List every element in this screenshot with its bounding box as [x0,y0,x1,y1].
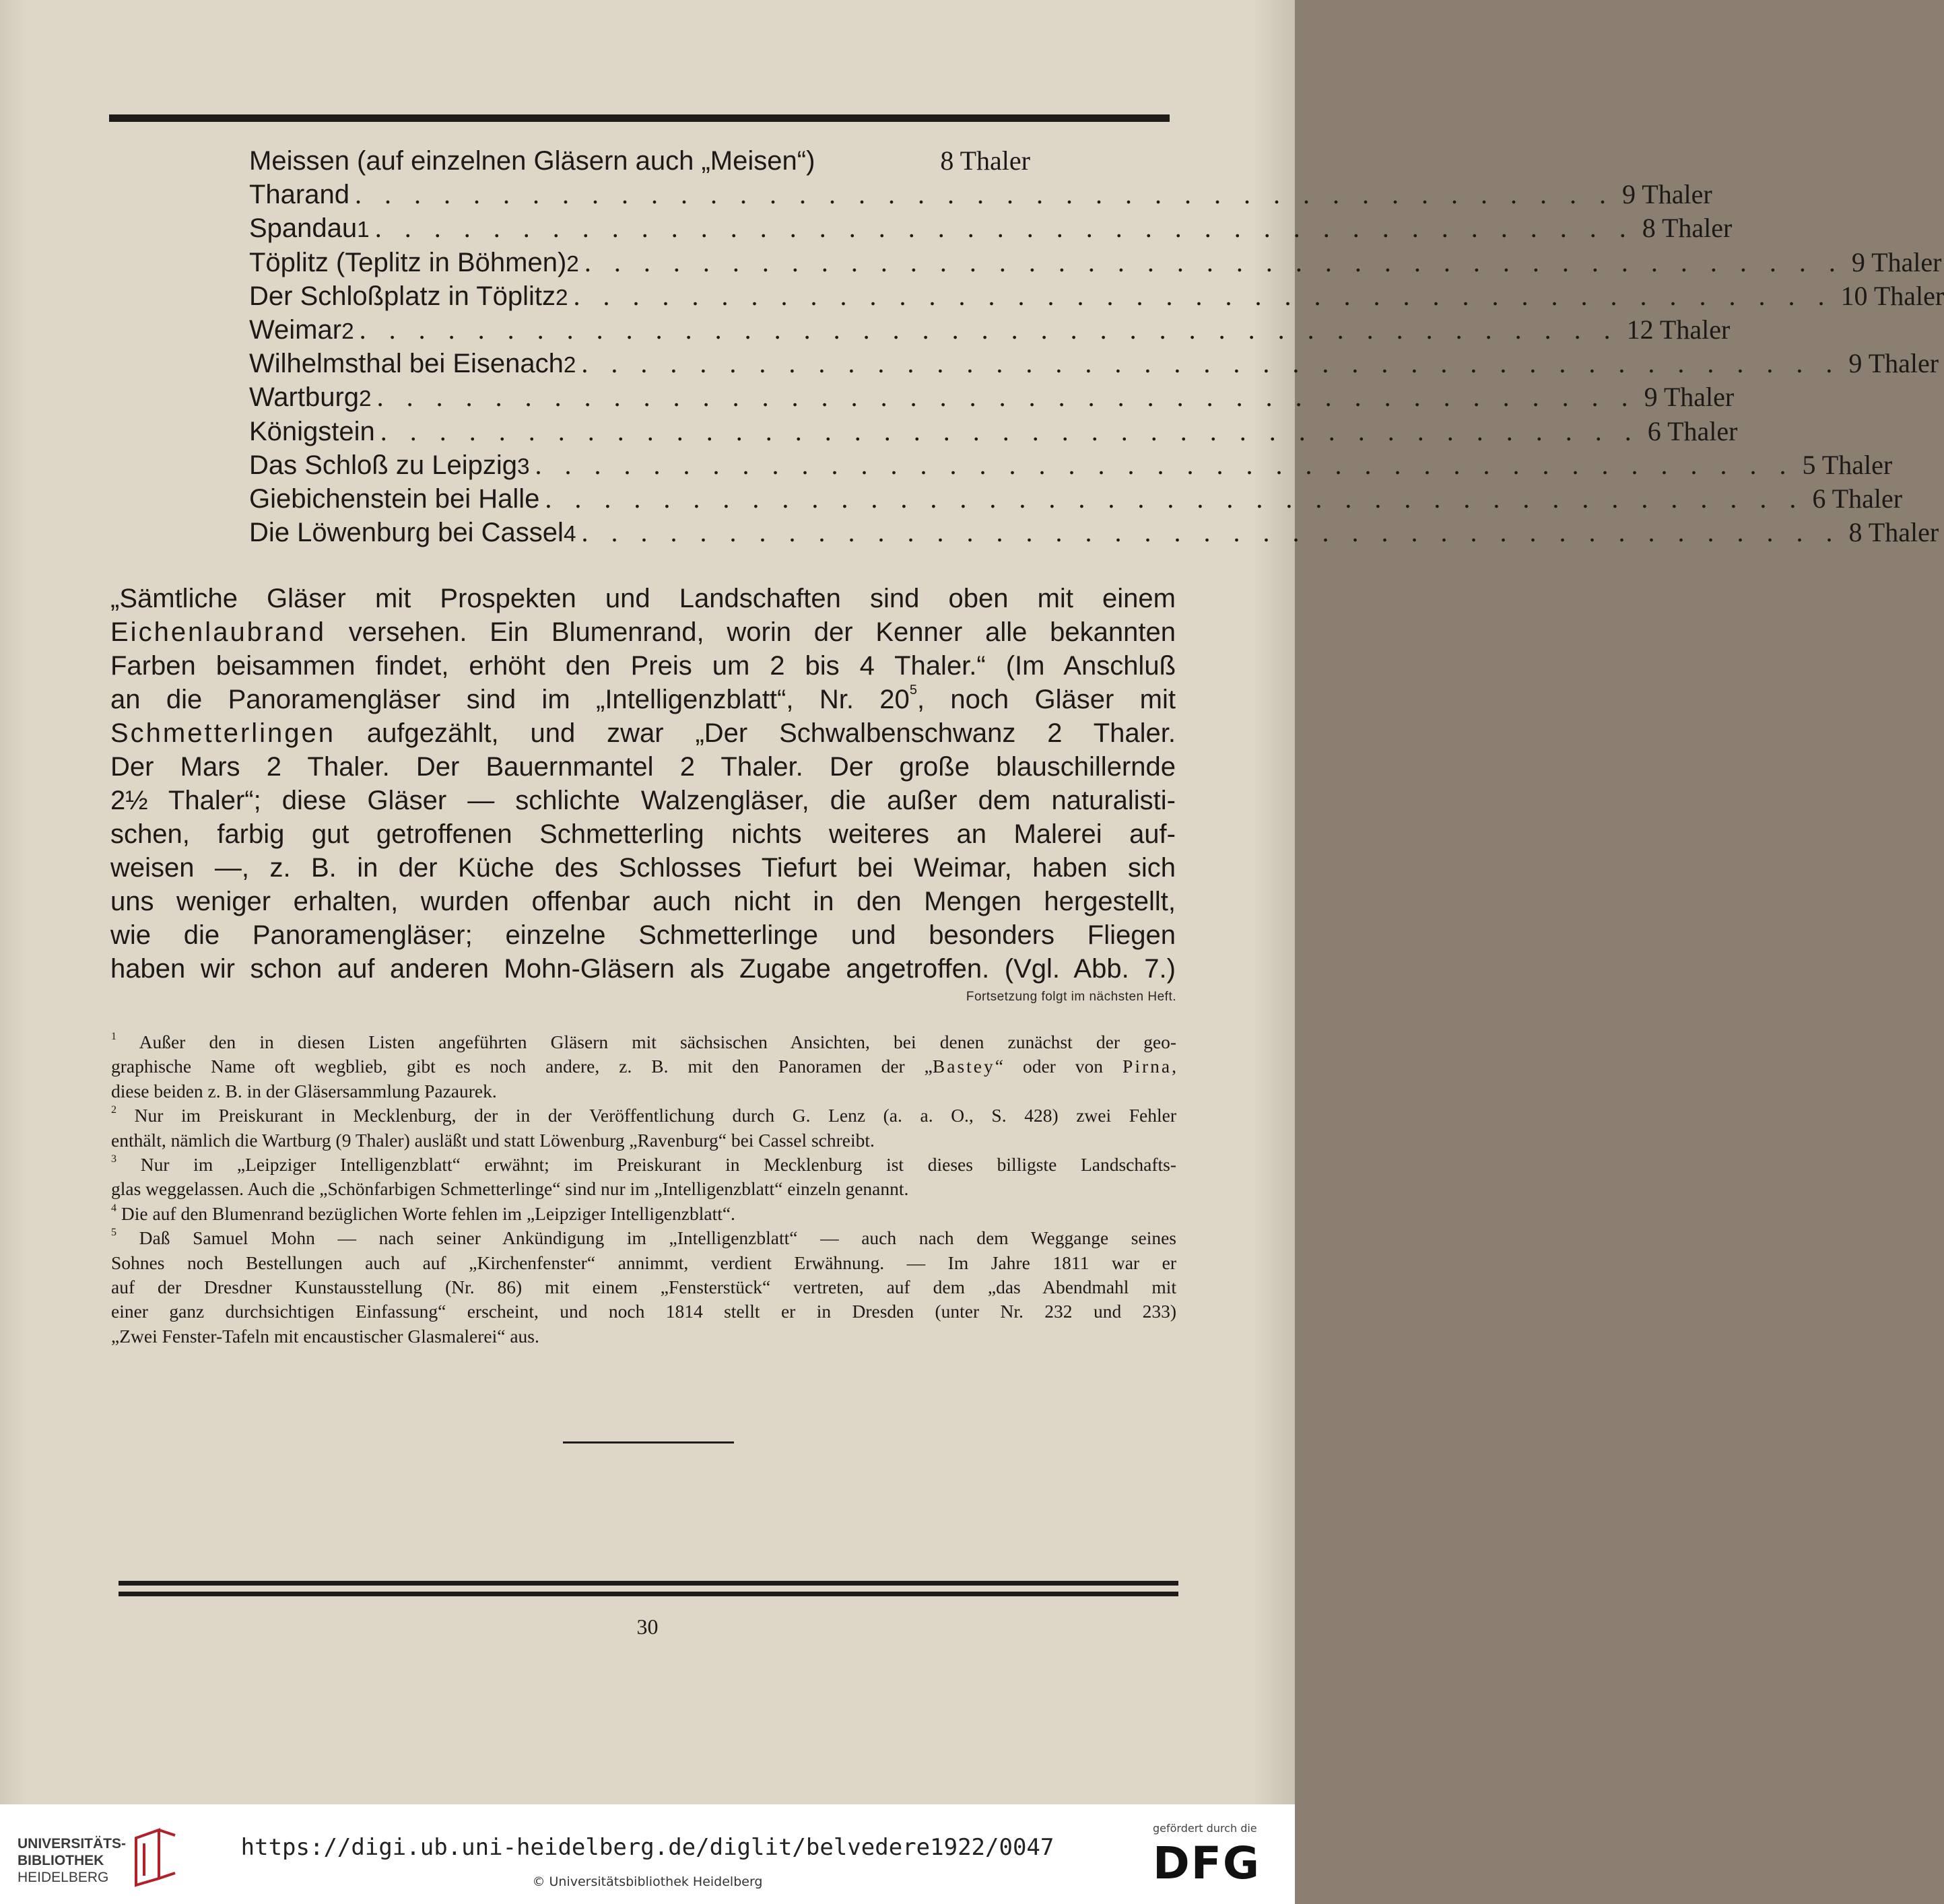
library-name-line: HEIDELBERG [18,1870,109,1885]
dot-leader: . . . . . . . . . . . . . . . . . . . . . . . . . . . . . . . . . . . . . . . . . . . [584,246,1844,277]
place-name: Töplitz (Teplitz in Böhmen) [249,247,567,277]
price-value: 8 Thaler [940,145,1030,176]
place-name: Giebichenstein bei Halle [249,483,540,514]
price-value: 6 Thaler [1647,415,1738,446]
footnote-line [111,1030,1176,1054]
place-name: Meissen (auf einzelnen Gläsern auch „Meisen“) [249,146,815,176]
text-line: 2½ Thaler“; diese Gläser — schlichte Walzengläser, die außer dem naturalisti- [110,786,1176,815]
place-name: Königstein [249,416,375,446]
price-list-row [249,144,1030,178]
place-name: Spandau [249,213,358,244]
text-fragment: an die Panoramengläser sind im „Intelligenzblatt“, Nr. 20 [110,685,910,714]
text-fragment: Nur im „Leipziger Intelligenzblatt“ erwähnt; im Preiskurant in Mecklenburg ist dieses billigste Landschafts- [116,1154,1176,1176]
spaced-word: Eichenlaubrand [110,617,326,647]
price-value: 9 Thaler [1621,179,1712,210]
price-list-row [249,279,1944,313]
footnote-line [111,1153,1176,1177]
price-value: 12 Thaler [1626,314,1731,345]
text-fragment: Nur im Preiskurant in Mecklenburg, der in der Veröffentlichung durch G. Lenz (a. a. O., S. 428) zwei Fehler [116,1105,1176,1126]
footnote-marker: 2 [566,251,579,277]
footnote-line [111,1202,1176,1226]
spaced-word: Pirna [1122,1056,1172,1077]
price-list-row [249,211,1733,245]
place-name: Weimar [249,314,342,345]
footnote-line [111,1103,1176,1128]
text-fragment: graphische Name oft wegblieb, gibt es noch andere, z. B. mit den Panoramen der „ [111,1056,933,1077]
text-line: schen, farbig gut getroffenen Schmetterling nichts weiteres an Malerei auf- [110,819,1176,849]
dot-leader: . . . . . . . . . . . . . . . . . . . . . . . . . . . . . . . . . . . . . . . . . . . [535,449,1795,480]
footnote-number: 5 [111,1227,116,1239]
dot-leader: . . . . . . . . . . . . . . . . . . . . . . . . . . . . . . . . . . . . . . . . . . . [545,483,1805,514]
footnote-marker: 2 [563,353,576,378]
price-list-row [249,482,1903,516]
footnote-number: 1 [111,1031,116,1042]
dot-leader: . . . . . . . . . . . . . . . . . . . . . . . . . . . . . . . . . . . . . . . . . . . [581,348,1841,379]
permalink-url[interactable]: https://digi.ub.uni-heidelberg.de/diglit/belvedere1922/0047 [240,1834,1054,1861]
footnote-line: Sohnes noch Bestellungen auch auf „Kirchenfenster“ annimmt, verdient Erwähnung. — Im Jahre 1811 war er [111,1252,1176,1273]
price-list-row [249,415,1738,448]
price-list-row [249,516,1939,549]
library-name-line: BIBLIOTHEK [18,1853,104,1868]
place-name: Tharand [249,180,349,210]
text-line: Farben beisammen findet, erhöht den Preis um 2 bis 4 Thaler.“ (Im Anschluß [110,651,1176,681]
funding-note: gefördert durch die [1153,1822,1257,1835]
footnote-marker: 3 [516,454,530,479]
top-rule [109,114,1170,122]
copyright-notice: © Universitätsbibliothek Heidelberg [532,1874,763,1889]
text-fragment: versehen. Ein Blumenrand, worin der Kenner alle bekannten [326,617,1176,647]
footnote-marker: 2 [556,285,568,310]
body-paragraph [110,582,1176,986]
text-fragment: , noch Gläser mit [916,685,1176,714]
spaced-word: Bastey [932,1056,995,1077]
footnote-line: einer ganz durchsichtigen Einfassung“ erscheint, und noch 1814 stellt er in Dresden (unter Nr. 232 und 233) [111,1301,1176,1322]
spaced-word: Schmetterlingen [110,718,336,748]
text-line: haben wir schon auf anderen Mohn-Gläsern als Zugabe angetroffen. (Vgl. Abb. 7.) [110,954,1176,984]
dot-leader: . . . . . . . . . . . . . . . . . . . . . . . . . . . . . . . . . . . . . . . . . . . [380,415,1640,446]
place-name: Wartburg [249,382,360,413]
price-list-row [249,313,1731,347]
price-value: 9 Thaler [1644,382,1735,413]
price-value: 9 Thaler [1851,246,1942,277]
price-value: 8 Thaler [1848,517,1939,548]
price-value: 8 Thaler [1642,213,1733,244]
price-value: 10 Thaler [1840,280,1944,311]
section-divider [563,1441,734,1443]
price-value: 6 Thaler [1812,483,1903,514]
footnote-number: 4 [111,1202,116,1214]
text-line: wie die Panoramengläser; einzelne Schmetterlinge und besonders Fliegen [110,920,1176,950]
footnotes [111,1030,1176,1349]
price-value: 9 Thaler [1848,348,1939,379]
footnote-number: 3 [111,1153,116,1165]
text-line [110,716,1176,750]
dot-leader: . . . . . . . . . . . . . . . . . . . . . . . . . . . . . . . . . . . . . . . . . . . [581,517,1841,548]
place-name: Der Schloßplatz in Töplitz [249,281,556,311]
text-fragment: Außer den in diesen Listen angeführten Gläsern mit sächsischen Ansichten, bei denen zunächst der geo- [116,1031,1176,1052]
footnote-marker: 1 [357,217,370,243]
text-fragment: aufgezählt, und zwar „Der Schwalbenschwanz 2 Thaler. [335,718,1176,748]
place-name: Die Löwenburg bei Cassel [249,518,564,548]
price-list-row [249,448,1893,482]
text-fragment: “ oder von [995,1056,1123,1077]
footnote-line: glas weggelassen. Auch die „Schönfarbigen Schmetterlinge“ sind nur im „Intelligenzblatt“ einzeln genannt. [111,1178,909,1200]
footnote-marker: 4 [563,522,576,547]
text-line [110,683,1176,716]
place-name: Das Schloß zu Leipzig [249,450,517,480]
footnote-line [111,1226,1176,1250]
dot-leader: . . . . . . . . . . . . . . . . . . . . . . . . . . . . . . . . . . . . . . . . . . . [376,382,1636,413]
price-value: 5 Thaler [1802,449,1893,480]
footnote-line: auf der Dresdner Kunstausstellung (Nr. 86) mit einem „Fensterstück“ vertreten, auf dem „das Abendmahl mit [111,1277,1176,1298]
footnote-marker: 2 [341,318,354,344]
footnote-line: „Zwei Fenster-Tafeln mit encaustischer Glasmalerei“ aus. [111,1325,539,1347]
footnote-line: enthält, nämlich die Wartburg (9 Thaler) ausläßt und statt Löwenburg „Ravenburg“ bei Cassel schreibt. [111,1129,875,1151]
dot-leader: . . . . . . . . . . . . . . . . . . . . . . . . . . . . . . . . . . . . . . . . . . . [573,280,1833,311]
text-line: uns weniger erhalten, wurden offenbar auch nicht in den Mengen hergestellt, [110,887,1176,916]
continuation-note: Fortsetzung folgt im nächsten Heft. [966,990,1176,1004]
price-list-row [249,178,1712,211]
footnote-marker: 5 [909,683,917,698]
text-line [110,615,1176,649]
dot-leader: . . . . . . . . . . . . . . . . . . . . . . . . . . . . . . . . . . . . . . . . . . . [354,179,1614,210]
text-fragment: Die auf den Blumenrand bezüglichen Worte fehlen im „Leipziger Intelligenzblatt“. [116,1202,735,1224]
price-list-row [249,380,1735,414]
footnote-number: 2 [111,1104,116,1116]
library-name-line: UNIVERSITÄTS- [18,1836,127,1851]
price-list-row [249,246,1942,279]
footnote-line [111,1054,1176,1079]
text-line: Der Mars 2 Thaler. Der Bauernmantel 2 Thaler. Der große blauschillernde [110,752,1176,782]
page-number: 30 [636,1614,659,1639]
dot-leader: . . . . . . . . . . . . . . . . . . . . . . . . . . . . . . . . . . . . . . . . . . . [374,213,1634,244]
text-fragment: , [1172,1056,1176,1077]
text-fragment: Daß Samuel Mohn — nach seiner Ankündigung im „Intelligenzblatt“ — auch nach dem Weggange seines [116,1227,1176,1249]
bottom-rule [119,1592,1178,1596]
dot-leader: . . . . . . . . . . . . . . . . . . . . . . . . . . . . . . . . . . . . . . . . . . . [359,314,1619,345]
footnote-line: diese beiden z. B. in der Gläsersammlung Pazaurek. [111,1080,497,1101]
price-list-row [249,347,1939,380]
place-name: Wilhelmsthal bei Eisenach [249,349,564,379]
footnote-marker: 2 [359,386,372,412]
bottom-rule [119,1581,1178,1586]
text-line: „Sämtliche Gläser mit Prospekten und Landschaften sind oben mit einem [110,584,1176,613]
price-list [249,144,1944,549]
text-line: weisen —, z. B. in der Küche des Schlosses Tiefurt bei Weimar, haben sich [110,853,1176,883]
dfg-logo[interactable]: DFG [1153,1837,1261,1889]
